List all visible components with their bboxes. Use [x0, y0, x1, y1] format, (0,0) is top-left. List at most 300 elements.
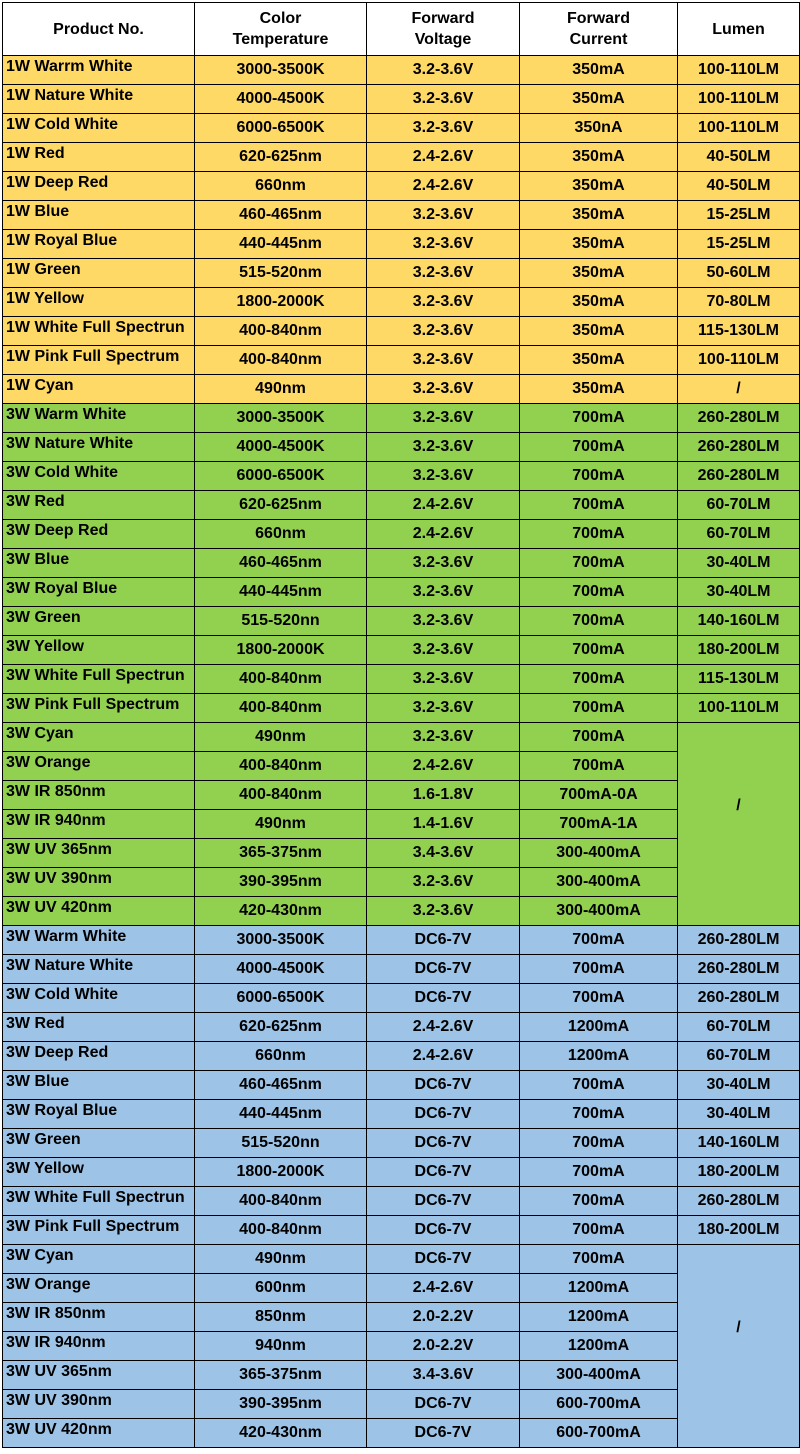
cell-forward-voltage-text: 3.2-3.6V: [412, 264, 474, 281]
cell-forward-voltage: [367, 636, 520, 665]
cell-forward-current: [520, 433, 678, 462]
table-row: [3, 85, 800, 114]
cell-product-no-text: 1W White Full Spectrun: [6, 319, 185, 336]
cell-forward-voltage: [367, 723, 520, 752]
cell-color-temperature-text: 660nm: [255, 525, 306, 542]
cell-product-no-text: 1W Pink Full Spectrum: [6, 348, 180, 365]
cell-color-temperature-text: 400-840nm: [239, 757, 322, 774]
cell-forward-current: [520, 984, 678, 1013]
cell-forward-voltage: [367, 520, 520, 549]
cell-forward-current-text: 700mA: [572, 1163, 625, 1180]
cell-lumen-text: 60-70LM: [706, 525, 771, 542]
cell-forward-current: [520, 1274, 678, 1303]
cell-forward-current-text: 700mA: [572, 960, 625, 977]
cell-forward-current-text: 700mA: [572, 728, 625, 745]
cell-color-temperature: [195, 230, 367, 259]
cell-forward-current: [520, 230, 678, 259]
header-color-temperature: Color Temperature: [195, 3, 367, 56]
cell-forward-voltage-text: 3.2-3.6V: [412, 351, 474, 368]
cell-forward-current-text: 1200mA: [567, 1018, 630, 1035]
cell-forward-voltage-text: 3.2-3.6V: [412, 409, 474, 426]
cell-forward-current-text: 700mA: [572, 496, 625, 513]
cell-forward-voltage-text: 3.2-3.6V: [412, 728, 474, 745]
cell-lumen: [678, 1187, 800, 1216]
cell-forward-current-text: 1200mA: [567, 1308, 630, 1325]
cell-color-temperature: [195, 1158, 367, 1187]
cell-lumen: [678, 56, 800, 85]
cell-forward-voltage-text: 3.2-3.6V: [412, 380, 474, 397]
cell-product-no: [3, 926, 195, 955]
cell-product-no: [3, 520, 195, 549]
cell-color-temperature: [195, 1071, 367, 1100]
cell-forward-voltage-text: 3.2-3.6V: [412, 90, 474, 107]
cell-product-no: [3, 752, 195, 781]
cell-forward-voltage-text: 3.2-3.6V: [412, 467, 474, 484]
cell-lumen-text: 140-160LM: [697, 1134, 780, 1151]
cell-color-temperature-text: 490nm: [255, 1250, 306, 1267]
cell-color-temperature: [195, 491, 367, 520]
cell-lumen-text: 100-110LM: [698, 699, 779, 716]
cell-lumen-text: 140-160LM: [697, 612, 780, 629]
cell-forward-current-text: 350mA: [572, 148, 625, 165]
cell-color-temperature: [195, 578, 367, 607]
cell-lumen-text: 115-130LM: [698, 322, 779, 339]
cell-forward-current-text: 700mA: [572, 699, 625, 716]
cell-color-temperature: [195, 346, 367, 375]
cell-color-temperature: [195, 984, 367, 1013]
cell-color-temperature-text: 1800-2000K: [236, 293, 325, 310]
cell-product-no: [3, 201, 195, 230]
cell-lumen-text: 260-280LM: [697, 931, 780, 948]
cell-forward-voltage: [367, 259, 520, 288]
cell-product-no-text: 3W IR 940nm: [6, 812, 106, 829]
cell-color-temperature-text: 490nm: [255, 815, 306, 832]
cell-forward-voltage-text: 3.2-3.6V: [412, 235, 474, 252]
table-row: [3, 143, 800, 172]
cell-forward-voltage-text: 2.4-2.6V: [412, 177, 474, 194]
cell-lumen: [678, 1216, 800, 1245]
cell-product-no-text: 3W IR 850nm: [6, 1305, 106, 1322]
cell-color-temperature: [195, 810, 367, 839]
cell-forward-current-text: 700mA: [572, 1221, 625, 1238]
cell-product-no-text: 3W Royal Blue: [6, 1102, 118, 1119]
cell-product-no: [3, 462, 195, 491]
cell-product-no: [3, 85, 195, 114]
cell-forward-current: [520, 694, 678, 723]
cell-forward-current: [520, 1013, 678, 1042]
cell-color-temperature-text: 620-625nm: [239, 1018, 322, 1035]
table-row: [3, 56, 800, 85]
cell-color-temperature: [195, 1274, 367, 1303]
cell-forward-current: [520, 114, 678, 143]
cell-forward-voltage: [367, 201, 520, 230]
table-row: [3, 1216, 800, 1245]
cell-color-temperature: [195, 1390, 367, 1419]
cell-forward-current-text: 700mA: [572, 989, 625, 1006]
cell-color-temperature-text: 440-445nm: [239, 1105, 322, 1122]
table-row: [3, 172, 800, 201]
cell-product-no: [3, 868, 195, 897]
cell-product-no: [3, 288, 195, 317]
cell-lumen-text: 30-40LM: [706, 583, 771, 600]
cell-forward-current-text: 700mA-1A: [559, 815, 638, 832]
header-product-no: Product No.: [3, 3, 195, 56]
cell-product-no-text: 1W Green: [6, 261, 81, 278]
cell-forward-voltage-text: 3.2-3.6V: [412, 554, 474, 571]
cell-color-temperature: [195, 201, 367, 230]
cell-forward-voltage-text: DC6-7V: [414, 960, 472, 977]
cell-product-no-text: 3W Green: [6, 609, 81, 626]
cell-product-no-text: 3W Red: [6, 1015, 65, 1032]
cell-color-temperature: [195, 839, 367, 868]
cell-forward-current-text: 700mA: [572, 612, 625, 629]
table-row: [3, 259, 800, 288]
cell-forward-current: [520, 781, 678, 810]
cell-color-temperature-text: 515-520nn: [241, 612, 320, 629]
cell-forward-voltage: [367, 1390, 520, 1419]
cell-lumen-text: 260-280LM: [697, 989, 780, 1006]
cell-color-temperature-text: 6000-6500K: [236, 467, 325, 484]
cell-forward-voltage: [367, 1274, 520, 1303]
cell-lumen: [678, 694, 800, 723]
cell-color-temperature-text: 3000-3500K: [236, 409, 325, 426]
cell-forward-voltage: [367, 607, 520, 636]
cell-product-no: [3, 143, 195, 172]
cell-forward-current: [520, 723, 678, 752]
cell-forward-voltage: [367, 1216, 520, 1245]
cell-lumen-text: 180-200LM: [697, 1163, 780, 1180]
cell-forward-voltage-text: 3.2-3.6V: [412, 902, 474, 919]
cell-color-temperature-text: 620-625nm: [239, 148, 322, 165]
table-body: [3, 56, 800, 1448]
cell-forward-voltage: [367, 1419, 520, 1448]
cell-color-temperature: [195, 317, 367, 346]
cell-color-temperature-text: 4000-4500K: [236, 438, 325, 455]
cell-product-no: [3, 317, 195, 346]
cell-product-no: [3, 230, 195, 259]
cell-product-no: [3, 1419, 195, 1448]
cell-forward-voltage: [367, 230, 520, 259]
cell-forward-current-text: 700mA: [572, 438, 625, 455]
cell-forward-current-text: 350nA: [574, 119, 623, 136]
table-row: [3, 694, 800, 723]
cell-color-temperature: [195, 781, 367, 810]
cell-forward-voltage-text: 2.4-2.6V: [412, 1047, 474, 1064]
table-row: [3, 723, 800, 752]
cell-product-no-text: 3W Nature White: [6, 435, 134, 452]
cell-forward-current-text: 700mA: [572, 1250, 625, 1267]
cell-forward-voltage-text: 3.2-3.6V: [412, 322, 474, 339]
cell-color-temperature: [195, 897, 367, 926]
cell-product-no: [3, 578, 195, 607]
cell-forward-current-text: 350mA: [572, 264, 625, 281]
cell-forward-current-text: 1200mA: [567, 1337, 630, 1354]
table-row: [3, 201, 800, 230]
cell-forward-current-text: 1200mA: [567, 1279, 630, 1296]
cell-product-no-text: 3W UV 390nm: [6, 870, 112, 887]
cell-product-no-text: 3W Yellow: [6, 638, 84, 655]
cell-forward-voltage: [367, 1303, 520, 1332]
cell-color-temperature: [195, 694, 367, 723]
cell-product-no-text: 3W Blue: [6, 1073, 70, 1090]
cell-color-temperature-text: 660nm: [255, 1047, 306, 1064]
cell-forward-current: [520, 868, 678, 897]
table-row: [3, 578, 800, 607]
cell-color-temperature: [195, 1013, 367, 1042]
cell-forward-voltage-text: 3.4-3.6V: [412, 844, 474, 861]
cell-lumen: [678, 230, 800, 259]
cell-color-temperature-text: 3000-3500K: [236, 931, 325, 948]
cell-lumen-text: 30-40LM: [706, 554, 771, 571]
cell-product-no-text: 3W Deep Red: [6, 522, 109, 539]
cell-forward-current-text: 700mA: [572, 409, 625, 426]
cell-forward-voltage-text: 3.2-3.6V: [412, 699, 474, 716]
cell-lumen-text: 260-280LM: [697, 438, 780, 455]
cell-forward-current-text: 350mA: [572, 293, 625, 310]
cell-forward-voltage-text: DC6-7V: [414, 1134, 472, 1151]
cell-product-no: [3, 839, 195, 868]
cell-forward-voltage: [367, 665, 520, 694]
cell-product-no: [3, 1245, 195, 1274]
cell-product-no-text: 3W Warm White: [6, 406, 127, 423]
cell-color-temperature-text: 460-465nm: [239, 554, 322, 571]
cell-product-no: [3, 404, 195, 433]
cell-forward-voltage-text: 2.4-2.6V: [412, 757, 474, 774]
cell-lumen: [678, 404, 800, 433]
cell-forward-voltage: [367, 1071, 520, 1100]
cell-forward-current: [520, 491, 678, 520]
cell-color-temperature-text: 490nm: [255, 380, 306, 397]
cell-product-no: [3, 259, 195, 288]
cell-lumen-text: 70-80LM: [706, 293, 771, 310]
cell-color-temperature: [195, 1042, 367, 1071]
table-row: [3, 317, 800, 346]
cell-color-temperature-text: 6000-6500K: [236, 989, 325, 1006]
cell-lumen-text: 260-280LM: [697, 409, 780, 426]
cell-forward-current: [520, 955, 678, 984]
cell-forward-current: [520, 201, 678, 230]
cell-forward-current-text: 300-400mA: [556, 873, 641, 890]
cell-lumen: [678, 462, 800, 491]
cell-lumen: [678, 1100, 800, 1129]
cell-color-temperature: [195, 1129, 367, 1158]
cell-forward-current: [520, 85, 678, 114]
cell-product-no-text: 3W Nature White: [6, 957, 134, 974]
cell-forward-voltage-text: 3.2-3.6V: [412, 641, 474, 658]
table-row: [3, 984, 800, 1013]
cell-lumen-text: 60-70LM: [706, 496, 771, 513]
cell-forward-voltage: [367, 1245, 520, 1274]
cell-forward-voltage: [367, 317, 520, 346]
cell-product-no: [3, 1013, 195, 1042]
cell-forward-voltage-text: DC6-7V: [414, 1250, 472, 1267]
cell-forward-voltage: [367, 752, 520, 781]
table-row: [3, 288, 800, 317]
cell-lumen-text: 115-130LM: [698, 670, 779, 687]
cell-product-no: [3, 810, 195, 839]
cell-product-no-text: 3W Orange: [6, 754, 91, 771]
cell-lumen: [678, 288, 800, 317]
cell-forward-current: [520, 897, 678, 926]
cell-forward-current: [520, 636, 678, 665]
table-row: [3, 955, 800, 984]
cell-lumen-text: 40-50LM: [706, 177, 771, 194]
cell-product-no-text: 3W Deep Red: [6, 1044, 109, 1061]
cell-forward-current-text: 350mA: [572, 177, 625, 194]
cell-product-no-text: 3W IR 940nm: [6, 1334, 106, 1351]
cell-color-temperature-text: 1800-2000K: [236, 1163, 325, 1180]
table-row: [3, 1129, 800, 1158]
table-row: [3, 404, 800, 433]
cell-product-no: [3, 1390, 195, 1419]
cell-forward-current-text: 350mA: [572, 235, 625, 252]
cell-forward-voltage-text: 2.4-2.6V: [412, 496, 474, 513]
cell-lumen-text: 30-40LM: [706, 1105, 771, 1122]
cell-forward-voltage-text: 3.2-3.6V: [412, 670, 474, 687]
cell-product-no-text: 3W Orange: [6, 1276, 91, 1293]
cell-forward-current: [520, 752, 678, 781]
cell-forward-current: [520, 404, 678, 433]
cell-forward-voltage-text: 3.2-3.6V: [412, 206, 474, 223]
cell-lumen: [678, 636, 800, 665]
cell-forward-voltage-text: 3.2-3.6V: [412, 873, 474, 890]
cell-color-temperature-text: 490nm: [255, 728, 306, 745]
cell-lumen: [678, 1129, 800, 1158]
cell-forward-current-text: 1200mA: [567, 1047, 630, 1064]
cell-forward-voltage: [367, 433, 520, 462]
cell-forward-voltage: [367, 1100, 520, 1129]
cell-forward-current: [520, 375, 678, 404]
cell-lumen: [678, 491, 800, 520]
table-row: [3, 636, 800, 665]
cell-forward-voltage: [367, 868, 520, 897]
table-row: [3, 1042, 800, 1071]
cell-color-temperature: [195, 143, 367, 172]
cell-forward-voltage: [367, 549, 520, 578]
cell-lumen-text: 180-200LM: [697, 1221, 780, 1238]
cell-color-temperature: [195, 665, 367, 694]
cell-lumen-merged-text: /: [736, 797, 741, 814]
cell-lumen: [678, 317, 800, 346]
table-row: [3, 114, 800, 143]
cell-forward-current: [520, 607, 678, 636]
cell-forward-voltage-text: 3.4-3.6V: [412, 1366, 474, 1383]
cell-color-temperature: [195, 1332, 367, 1361]
cell-forward-voltage: [367, 404, 520, 433]
table-row: [3, 549, 800, 578]
cell-forward-voltage: [367, 1129, 520, 1158]
cell-lumen: [678, 1013, 800, 1042]
cell-forward-current: [520, 839, 678, 868]
cell-color-temperature-text: 400-840nm: [239, 1192, 322, 1209]
cell-forward-voltage: [367, 578, 520, 607]
cell-forward-current: [520, 259, 678, 288]
cell-lumen-text: 60-70LM: [706, 1047, 771, 1064]
cell-lumen: [678, 1158, 800, 1187]
cell-color-temperature-text: 420-430nm: [239, 1424, 322, 1441]
cell-color-temperature: [195, 259, 367, 288]
cell-forward-voltage: [367, 56, 520, 85]
cell-product-no: [3, 607, 195, 636]
cell-color-temperature: [195, 607, 367, 636]
cell-color-temperature-text: 515-520nm: [239, 264, 322, 281]
cell-forward-voltage-text: DC6-7V: [414, 1395, 472, 1412]
cell-color-temperature-text: 365-375nm: [239, 844, 322, 861]
cell-forward-voltage: [367, 1013, 520, 1042]
cell-forward-voltage: [367, 926, 520, 955]
cell-product-no-text: 3W Cyan: [6, 725, 74, 742]
cell-product-no-text: 3W Blue: [6, 551, 70, 568]
table-row: [3, 1013, 800, 1042]
cell-product-no-text: 3W IR 850nm: [6, 783, 106, 800]
cell-forward-voltage: [367, 375, 520, 404]
cell-forward-current: [520, 56, 678, 85]
cell-forward-current: [520, 172, 678, 201]
cell-color-temperature-text: 400-840nm: [239, 699, 322, 716]
cell-forward-current: [520, 1303, 678, 1332]
cell-forward-current: [520, 549, 678, 578]
cell-forward-voltage-text: 1.6-1.8V: [412, 786, 474, 803]
cell-forward-voltage-text: 2.0-2.2V: [412, 1308, 474, 1325]
cell-lumen-text: 60-70LM: [706, 1018, 771, 1035]
cell-forward-voltage: [367, 1332, 520, 1361]
cell-forward-voltage-text: 2.4-2.6V: [412, 525, 474, 542]
cell-forward-current-text: 700mA: [572, 1134, 625, 1151]
cell-forward-current: [520, 810, 678, 839]
cell-forward-current: [520, 288, 678, 317]
cell-forward-voltage-text: 3.2-3.6V: [412, 61, 474, 78]
cell-product-no: [3, 1303, 195, 1332]
cell-forward-current-text: 700mA: [572, 525, 625, 542]
cell-lumen-text: 260-280LM: [697, 467, 780, 484]
cell-product-no: [3, 1361, 195, 1390]
cell-forward-current: [520, 578, 678, 607]
cell-product-no: [3, 1042, 195, 1071]
cell-product-no-text: 3W Cold White: [6, 464, 118, 481]
cell-lumen: [678, 1071, 800, 1100]
cell-forward-current-text: 700mA: [572, 641, 625, 658]
cell-color-temperature-text: 400-840nm: [239, 1221, 322, 1238]
cell-color-temperature: [195, 723, 367, 752]
cell-product-no-text: 1W Cyan: [6, 377, 74, 394]
header-forward-current: Forward Current: [520, 3, 678, 56]
cell-lumen-text: 30-40LM: [706, 1076, 771, 1093]
cell-product-no: [3, 1187, 195, 1216]
cell-color-temperature-text: 660nm: [255, 177, 306, 194]
cell-forward-voltage: [367, 114, 520, 143]
cell-product-no-text: 3W Pink Full Spectrum: [6, 696, 180, 713]
cell-lumen-merged-text: /: [736, 1319, 741, 1336]
cell-forward-current: [520, 1071, 678, 1100]
cell-color-temperature-text: 515-520nn: [241, 1134, 320, 1151]
cell-color-temperature-text: 440-445nm: [239, 235, 322, 252]
cell-forward-voltage-text: DC6-7V: [414, 1221, 472, 1238]
header-forward-voltage: Forward Voltage: [367, 3, 520, 56]
cell-product-no: [3, 1100, 195, 1129]
table-row: [3, 1100, 800, 1129]
cell-lumen: [678, 114, 800, 143]
cell-product-no: [3, 346, 195, 375]
cell-lumen: [678, 926, 800, 955]
cell-color-temperature: [195, 1419, 367, 1448]
cell-forward-current: [520, 1158, 678, 1187]
cell-forward-current: [520, 317, 678, 346]
cell-forward-current-text: 700mA: [572, 467, 625, 484]
cell-color-temperature: [195, 1361, 367, 1390]
cell-product-no: [3, 1071, 195, 1100]
cell-lumen-text: 15-25LM: [706, 235, 771, 252]
cell-forward-current: [520, 665, 678, 694]
